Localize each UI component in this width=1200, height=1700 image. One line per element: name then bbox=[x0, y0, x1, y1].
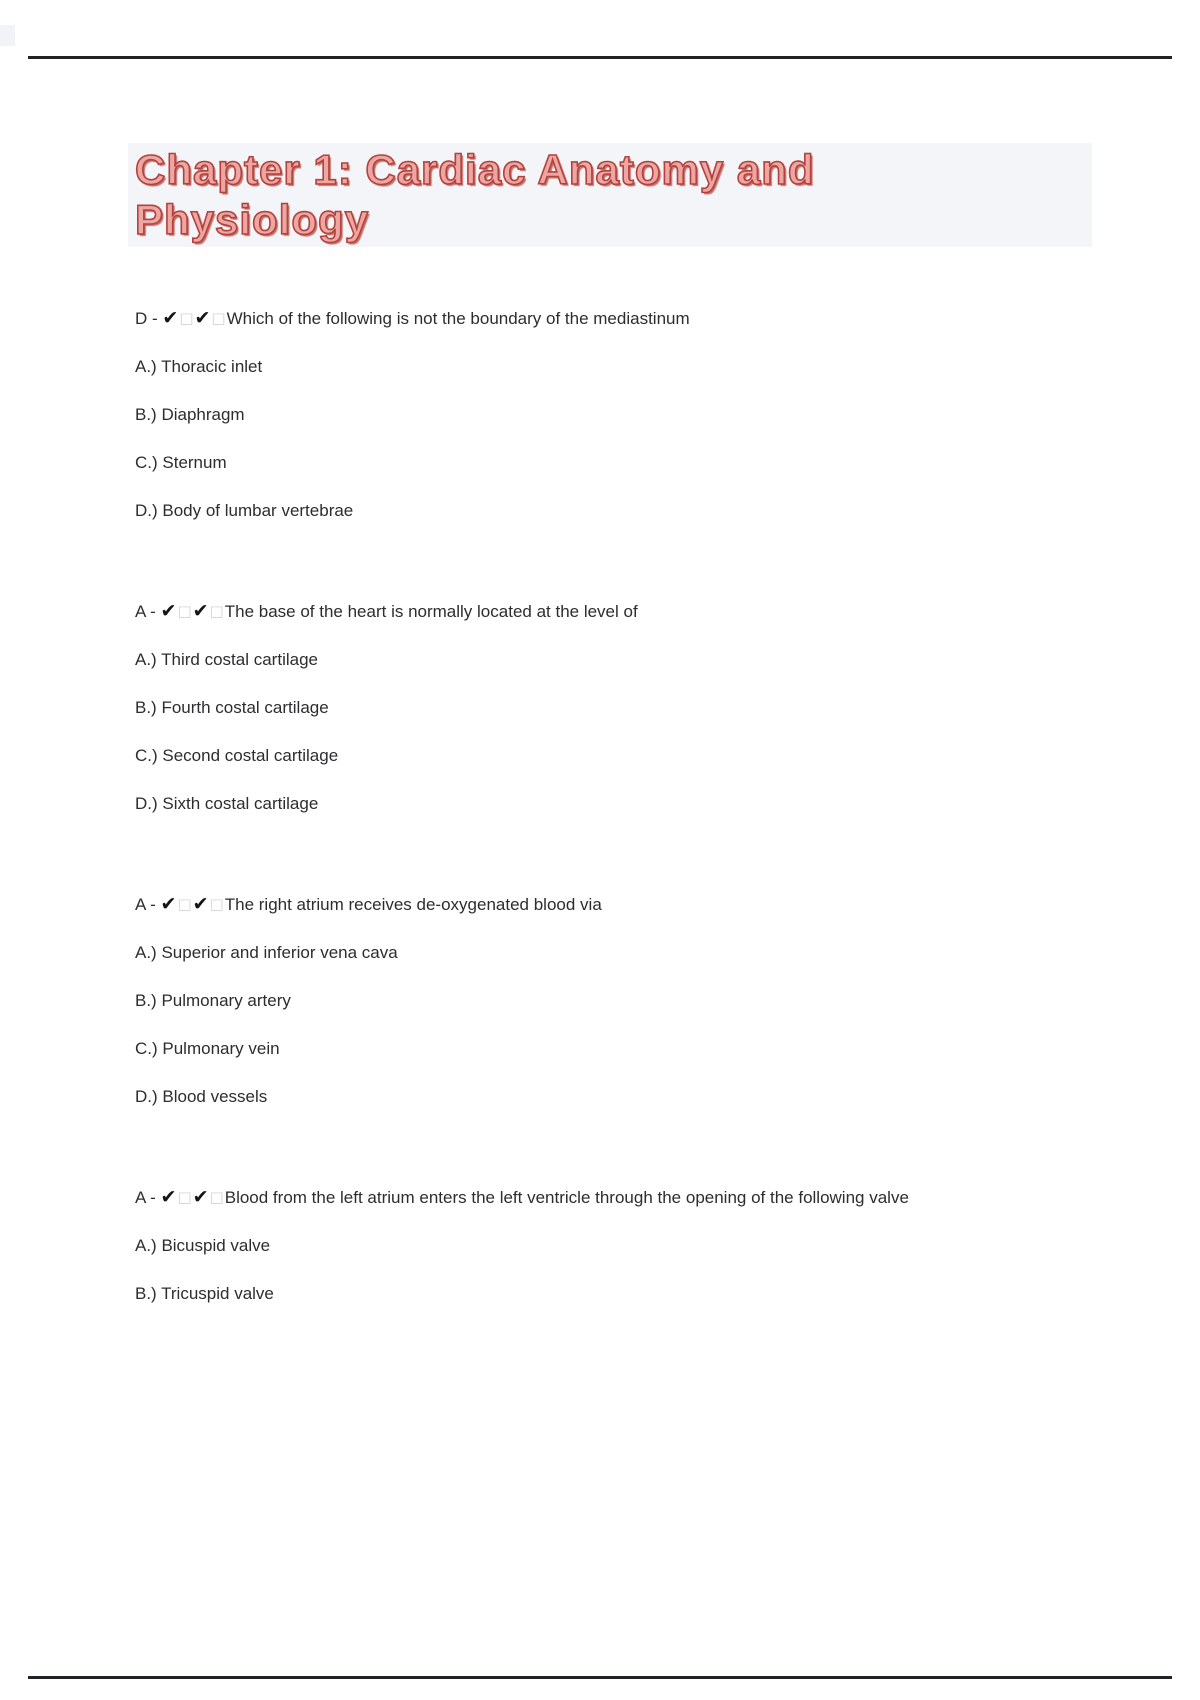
answer-option: B.) Tricuspid valve bbox=[135, 1284, 274, 1303]
answer-option: D.) Blood vessels bbox=[135, 1087, 268, 1106]
question-block bbox=[135, 889, 1035, 1108]
checkmark-icon: ✔ bbox=[192, 600, 209, 622]
question-text: Which of the following is not the boundary of the mediastinum bbox=[226, 309, 690, 328]
page-title: Chapter 1: Cardiac Anatomy and Physiology bbox=[135, 146, 815, 243]
answer-option: A.) Bicuspid valve bbox=[135, 1236, 271, 1255]
question-text: The base of the heart is normally located at the level of bbox=[224, 602, 638, 621]
checkmark-icon: ✔ bbox=[194, 307, 211, 329]
question-block bbox=[135, 1182, 1035, 1305]
empty-box-icon: □ bbox=[209, 1188, 224, 1206]
question-line bbox=[135, 303, 980, 334]
answer-letter: A bbox=[135, 895, 146, 914]
separator: - bbox=[147, 309, 163, 328]
empty-box-icon: □ bbox=[177, 1188, 192, 1206]
question-line bbox=[135, 1182, 980, 1213]
empty-box-icon: □ bbox=[177, 602, 192, 620]
checkmark-icon: ✔ bbox=[160, 600, 177, 622]
separator: - bbox=[145, 895, 161, 914]
answer-option: C.) Sternum bbox=[135, 453, 227, 472]
separator: - bbox=[145, 1188, 161, 1207]
answer-option: A.) Thoracic inlet bbox=[135, 357, 263, 376]
checkmark-icon: ✔ bbox=[160, 893, 177, 915]
checkmark-icon: ✔ bbox=[192, 893, 209, 915]
empty-box-icon: □ bbox=[209, 602, 224, 620]
answer-option: B.) Diaphragm bbox=[135, 405, 245, 424]
question-text: Blood from the left atrium enters the left ventricle through the opening of the following valve bbox=[224, 1188, 909, 1207]
question-block bbox=[135, 596, 1035, 815]
answer-option: C.) Pulmonary vein bbox=[135, 1039, 280, 1058]
answer-letter: D bbox=[135, 309, 148, 328]
quiz-content bbox=[135, 303, 1035, 1305]
question-text: The right atrium receives de-oxygenated blood via bbox=[224, 895, 602, 914]
answer-option: B.) Fourth costal cartilage bbox=[135, 698, 329, 717]
question-line bbox=[135, 889, 980, 920]
top-rule bbox=[28, 56, 1172, 59]
empty-box-icon: □ bbox=[177, 895, 192, 913]
answer-option: B.) Pulmonary artery bbox=[135, 991, 291, 1010]
answer-option: A.) Superior and inferior vena cava bbox=[135, 943, 398, 962]
empty-box-icon: □ bbox=[209, 895, 224, 913]
page-corner-artifact bbox=[0, 25, 15, 46]
empty-box-icon: □ bbox=[179, 309, 194, 327]
checkmark-icon: ✔ bbox=[192, 1186, 209, 1208]
answer-option: D.) Sixth costal cartilage bbox=[135, 794, 319, 813]
title-banner bbox=[128, 143, 1092, 247]
question-block bbox=[135, 303, 1035, 522]
checkmark-icon: ✔ bbox=[162, 307, 179, 329]
bottom-rule bbox=[28, 1676, 1172, 1679]
answer-option: D.) Body of lumbar vertebrae bbox=[135, 501, 354, 520]
answer-letter: A bbox=[135, 1188, 146, 1207]
answer-option: A.) Third costal cartilage bbox=[135, 650, 318, 669]
checkmark-icon: ✔ bbox=[160, 1186, 177, 1208]
answer-letter: A bbox=[135, 602, 146, 621]
answer-option: C.) Second costal cartilage bbox=[135, 746, 339, 765]
empty-box-icon: □ bbox=[211, 309, 226, 327]
question-line bbox=[135, 596, 980, 627]
separator: - bbox=[145, 602, 161, 621]
